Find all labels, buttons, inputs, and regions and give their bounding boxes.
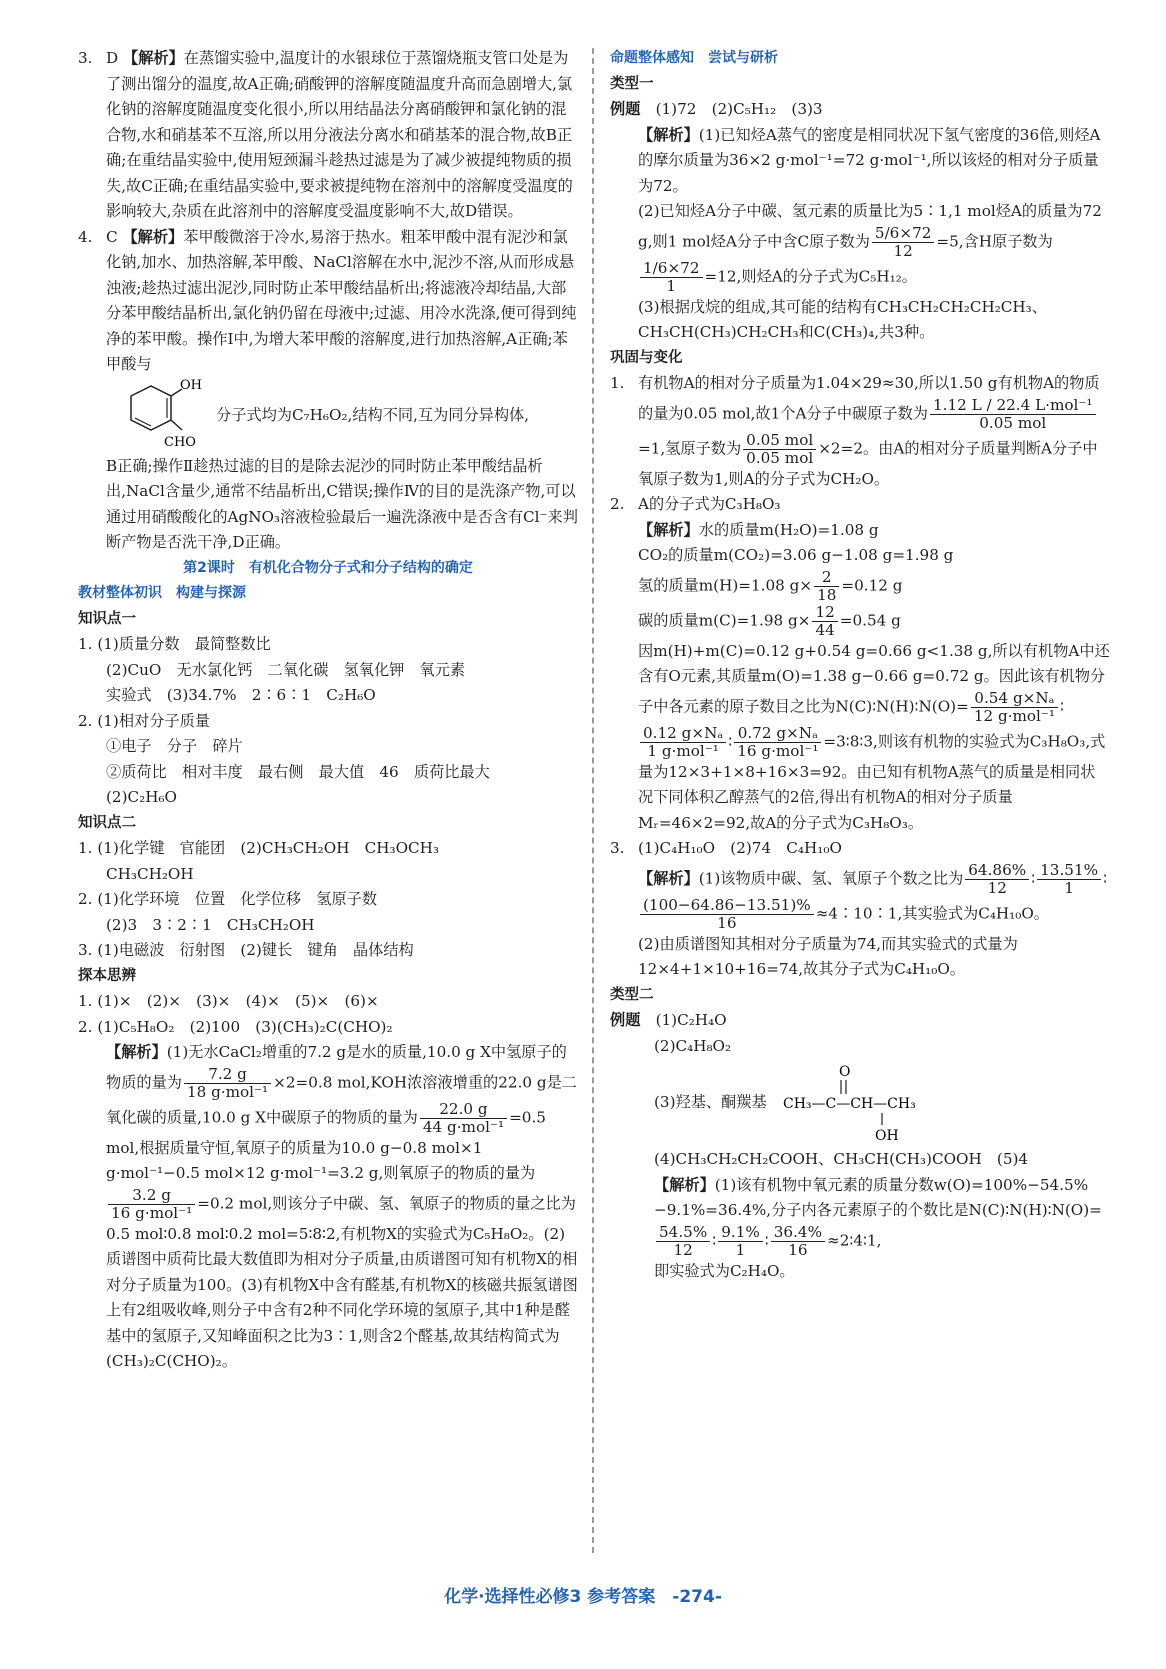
answer-q4: 4. C 【解析】苯甲酸微溶于冷水,易溶于热水。粗苯甲酸中混有泥沙和氯化钠,加水、加热溶解,苯甲酸、NaCl溶解在水中,泥沙不溶,从而形成悬浊液;趁热过滤出泥沙,同时防止苯甲酸结晶析出;将滤液冷却结晶,大部分苯甲酸结晶析出,氯化钠仍留在母液中;过滤、用冷水洗涤,便可得到纯净的苯甲酸。操作Ⅰ中,为增大苯甲酸的溶解度,进行加热溶解,A正确;苯甲酸与 OH CHO 分子式均为C₇H₆O₂,结构不同,互为同分异构体, B正确;操作Ⅱ趁热过滤的目的是除去泥沙的同时防止苯甲酸结晶析出,NaCl含量少,通常不结晶析出,C错误;操作Ⅳ的目的是洗涤产物,可以通过用硝酸酸化的AgNO₃溶液检验最后一遍洗涤液中是否含有Cl⁻来判断产物是否洗干净,D正确。 (78, 227, 578, 551)
svg-text:CH₃—C—CH—CH₃: CH₃—C—CH—CH₃ (782, 1096, 916, 1112)
left-column: 3. D 【解析】在蒸馏实验中,温度计的水银球位于蒸馏烧瓶支管口处是为了测出馏分的温度,故A正确;硝酸钾的溶解度随温度升高而急剧增大,氯化钠的溶解度随温度变化很小,所以用结晶法分离硝酸钾和氯化钠的混合物,水和硝基苯不互溶,所以用分液法分离水和硝基苯的混合物,故B正确;在重结晶实验中,使用短颈漏斗趁热过滤是为了减少被提纯物质的损失,故C正确;在重结晶实验中,要求被提纯物在溶剂中的溶解度受温度的影响较大,杂质在此溶剂中的溶解度受温度影响不大,故D错误。 4. C 【解析】苯甲酸微溶于冷水,易溶于热水。粗苯甲酸中混有泥沙和氯化钠,加水、加热溶解,苯甲酸、NaCl溶解在水中,泥沙不溶,从而形成悬浊液;趁热过滤出泥沙,同时防止苯甲酸结晶析出;将滤液冷却结晶,大部分苯甲酸结晶析出,氯化钠仍留在母液中;过滤、用冷水洗涤,便可得到纯净的苯甲酸。操作Ⅰ中,为增大苯甲酸的溶解度,进行加热溶解,A正确;苯甲酸与 OH CHO 分子式均为C₇H₆O₂,结构不同,互为同分异构体, B正确;操作Ⅱ趁热过滤的目的是除去泥沙的同时防止苯甲酸结晶析出,NaCl含量少,通常不结晶析出,C错误;操作Ⅳ的目的是洗涤产物,可以通过用硝酸酸化的AgNO₃溶液检验最后一遍洗涤液中是否含有Cl⁻来判断产物是否洗干净,D正确。 第2课时 有机化合物分子式和分子结构的确定 教材整体初识 构建与探源 知识点一 1. (1)质量分数 最简整数比 (2)CuO 无水氯化钙 二氧化碳 氢氧化钾 氧元素 实验式 (3)34.7% 2∶6∶1 C₂H₆O 2. (1)相对分子质量 ①电子 分子 碎片 ②质荷比 相对丰度 最右侧 最大值 46 质荷比最大 (2)C₂H₆O 知识点二 1. (1)化学键 官能团 (2)CH₃CH₂OH CH₃OCH₃ CH₃CH₂OH 2. (1)化学环境 位置 化学位移 氢原子数 (2)3 3∶2∶1 CH₃CH₂OH 3. (1)电磁波 衍射图 (2)键长 键角 晶体结构 探本思辨 1. (1)× (2)× (3)× (4)× (5)× (6)× 2. (1)C₅H₈O₂ (2)100 (3)(CH₃)₂C(CHO)₂ 【解析】(1)无水CaCl₂增重的7.2 g是水的质量,10.0 g X中氢原子的物质的量为 $\frac{7.2 g}{\text{18 g·mol⁻¹}}$ ×2=0.8 mol,KOH浓溶液增重的22.0 g是二氧化碳的质量,10.0 g X中碳原子的物质的量为 $\frac{22.0 g}{\text{44 g·mol⁻¹}}$ =0.5 mol,根据质量守恒,氧原子的质量为10.0 g−0.8 mol×1 g·mol⁻¹−0.5 mol×12 g·mol⁻¹=3.2 g,则氧原子的物质的量为 $\frac{3.2 g}{\text{16 g·mol⁻¹}}$ =0.2 mol,则该分子中碳、氢、氧原子的物质的量之比为0.5 mol∶0.8 mol∶0.2 mol=5∶8∶2,有机物X的实验式为C₅H₈O₂。(2)质谱图中质荷比最大数值即为相对分子质量,由质谱图可知有机物X的相对分子质量为100。(3)有机物X中含有醛基,有机物X的核磁共振氢谱图上有2组吸收峰,则分子中含有2种不同化学环境的氢原子,其中1种是醛基中的氢原子,又知峰面积之比为3∶1,则含2个醛基,故其结构简式为(CH₃)₂C(CHO)₂。 (78, 46, 578, 1375)
think-heading: 探本思辨 (78, 967, 136, 984)
svg-text:OH: OH (180, 377, 202, 393)
svg-text:CHO: CHO (164, 434, 196, 450)
lesson-title: 第2课时 有机化合物分子式和分子结构的确定 (183, 559, 473, 576)
page-footer: 化学·选择性必修3 参考答案 -274- (444, 1587, 722, 1607)
column-divider (592, 48, 594, 1553)
right-column: 命题整体感知 尝试与研析 类型一 例题 (1)72 (2)C₅H₁₂ (3)3 【解析】(1)已知烃A蒸气的密度是相同状况下氢气密度的36倍,则烃A的摩尔质量为36×2 g·mol⁻¹=72 g·mol⁻¹,所以该烃的相对分子质量为72。 (2)已知烃A分子中碳、氢元素的质量比为5∶1,1 mol烃A的质量为72 g,则1 mol烃A分子中含C原子数为 $\frac{5/6\times 72}{12}$ =5,含H原子数为 $\frac{1/6\times 72}{1}$ =12,则烃A的分子式为C₅H₁₂。 (3)根据戊烷的组成,其可能的结构有CH₃CH₂CH₂CH₂CH₃、CH₃CH(CH₃)CH₂CH₃和C(CH₃)₄,共3种。 巩固与变化 1. 有机物A的相对分子质量为1.04×29≈30,所以1.50 g有机物A的物质的量为0.05 mol,故1个A分子中碳原子数为 $\frac{\text{1.12 L / 22.4 L·mol⁻¹}}{\text{0.05 mol}}$ =1,氢原子数为 $\frac{\text{0.05 mol}}{\text{0.05 mol}}$ ×2=2。由A的相对分子质量判断A分子中氧原子数为1,则A的分子式为CH₂O。 2. A的分子式为C₃H₈O₃ 【解析】水的质量m(H₂O)=1.08 g CO₂的质量m(CO₂)=3.06 g−1.08 g=1.98 g 氢的质量m(H)=1.08 g× $\frac{2}{18}$ =0.12 g 碳的质量m(C)=1.98 g× $\frac{12}{44}$ =0.54 g 因m(H)+m(C)=0.12 g+0.54 g=0.66 g<1.38 g,所以有机物A中还含有O元素,其质量m(O)=1.38 g−0.66 g=0.72 g。因此该有机物分子中各元素的原子数目之比为N(C)∶N(H)∶N(O)= $\frac{\text{0.54 g×Nₐ}}{\text{12 g·mol⁻¹}}$ ∶ $\frac{\text{0.12 g×Nₐ}}{\text{1 g·mol⁻¹}}$ ∶ $\frac{\text{0.72 g×Nₐ}}{\text{16 g·mol⁻¹}}$ =3∶8∶3,则该有机物的实验式为C₃H₈O₃,式量为12×3+1×8+16×3=92。由已知有机物A蒸气的质量是相同状况下同体积乙醇蒸气的2倍,得出有机物A的相对分子质量Mᵣ=46×2=92,故A的分子式为C₃H₈O₃。 3. (1)C₄H₁₀O (2)74 C₄H₁₀O 【解析】(1)该物质中碳、氢、氧原子个数之比为 $\frac{64.86\%}{12}$ ∶ $\frac{13.51\%}{1}$ ∶ $\frac{(100-64.86-13.51)\%}{16}$ ≈4∶10∶1,其实验式为C₄H₁₀O。 (2)由质谱图知其相对分子质量为74,而其实验式的式量为12×4+1×10+16=74,故其分子式为C₄H₁₀O。 类型二 例题 (1)C₂H₄O (2)C₄H₈O₂ (3)羟基、酮羰基 CH₃—C—CH—CH₃ O OH (4)CH₃CH₂CH₂COOH、CH₃CH(CH₃)COOH (5)4 【解析】(1)该有机物中氧元素的质量分数w(O)=100%−54.5%−9.1%=36.4%,分子内各元素原子的个数比是N(C)∶N(H)∶N(O)= $\frac{54.5\%}{12}$ ∶ $\frac{9.1\%}{1}$ ∶ $\frac{36.4\%}{16}$ ≈2∶4∶1, 即实验式为C₂H₄O。 (610, 46, 1110, 1284)
svg-text:OH: OH (874, 1128, 899, 1144)
consolidate-q2: 2. A的分子式为C₃H₈O₃ 【解析】水的质量m(H₂O)=1.08 g CO₂的质量m(CO₂)=3.06 g−1.08 g=1.98 g 氢的质量m(H)=1.08 g× $\frac{2}{18}$ =0.12 g 碳的质量m(C)=1.98 g× $\frac{12}{44}$ =0.54 g 因m(H)+m(C)=0.12 g+0.54 g=0.66 g<1.38 g,所以有机物A中还含有O元素,其质量m(O)=1.38 g−0.66 g=0.72 g。因此该有机物分子中各元素的原子数目之比为N(C)∶N(H)∶N(O)= $\frac{\text{0.54 g×Nₐ}}{\text{12 g·mol⁻¹}}$ ∶ $\frac{\text{0.12 g×Nₐ}}{\text{1 g·mol⁻¹}}$ ∶ $\frac{\text{0.72 g×Nₐ}}{\text{16 g·mol⁻¹}}$ =3∶8∶3,则该有机物的实验式为C₃H₈O₃,式量为12×3+1×8+16×3=92。由已知有机物A蒸气的质量是相同状况下同体积乙醇蒸气的2倍,得出有机物A的相对分子质量Mᵣ=46×2=92,故A的分子式为C₃H₈O₃。 (610, 495, 1110, 832)
section-heading-right: 命题整体感知 尝试与研析 (610, 50, 778, 66)
type-2-heading: 类型二 (610, 986, 654, 1003)
think-analysis: 【解析】(1)无水CaCl₂增重的7.2 g是水的质量,10.0 g X中氢原子的物质的量为 $\frac{7.2 g}{\text{18 g·mol⁻¹}}$ ×2=0.8 mol,KOH浓溶液增重的22.0 g是二氧化碳的质量,10.0 g X中碳原子的物质的量为 $\frac{22.0 g}{\text{44 g·mol⁻¹}}$ =0.5 mol,根据质量守恒,氧原子的质量为10.0 g−0.8 mol×1 g·mol⁻¹−0.5 mol×12 g·mol⁻¹=3.2 g,则氧原子的物质的量为 $\frac{3.2 g}{\text{16 g·mol⁻¹}}$ =0.2 mol,则该分子中碳、氢、氧原子的物质的量之比为0.5 mol∶0.8 mol∶0.2 mol=5∶8∶2,有机物X的实验式为C₅H₈O₂。(2)质谱图中质荷比最大数值即为相对分子质量,由质谱图可知有机物X的相对分子质量为100。(3)有机物X中含有醛基,有机物X的核磁共振氢谱图上有2组吸收峰,则分子中含有2种不同化学环境的氢原子,其中1种是醛基中的氢原子,又知峰面积之比为3∶1,则含2个醛基,故其结构简式为(CH₃)₂C(CHO)₂。 (106, 1043, 578, 1370)
knowledge-point-1: 知识点一 (78, 610, 136, 627)
consolidate-q1: 1. 有机物A的相对分子质量为1.04×29≈30,所以1.50 g有机物A的物质的量为0.05 mol,故1个A分子中碳原子数为 $\frac{\text{1.12 L / 22.4 L·mol⁻¹}}{\text{0.05 mol}}$ =1,氢原子数为 $\frac{\text{0.05 mol}}{\text{0.05 mol}}$ ×2=2。由A的相对分子质量判断A分子中氧原子数为1,则A的分子式为CH₂O。 (610, 374, 1100, 488)
knowledge-point-2: 知识点二 (78, 814, 136, 831)
answer-q3: 3. D 【解析】在蒸馏实验中,温度计的水银球位于蒸馏烧瓶支管口处是为了测出馏分的温度,故A正确;硝酸钾的溶解度随温度升高而急剧增大,氯化钠的溶解度随温度变化很小,所以用结晶法分离硝酸钾和氯化钠的混合物,水和硝基苯不互溶,所以用分液法分离水和硝基苯的混合物,故B正确;在重结晶实验中,使用短颈漏斗趁热过滤是为了减少被提纯物质的损失,故C正确;在重结晶实验中,要求被提纯物在溶剂中的溶解度受温度的影响较大,杂质在此溶剂中的溶解度受温度影响不大,故D错误。 (78, 49, 573, 220)
svg-text:O: O (838, 1064, 851, 1080)
section-heading: 教材整体初识 构建与探源 (78, 585, 246, 601)
consolidate-heading: 巩固与变化 (610, 349, 683, 366)
consolidate-q3: 3. (1)C₄H₁₀O (2)74 C₄H₁₀O 【解析】(1)该物质中碳、氢、氧原子个数之比为 $\frac{64.86\%}{12}$ ∶ $\frac{13.51\%}{1}$ ∶ $\frac{(100-64.86-13.51)\%}{16}$ ≈4∶10∶1,其实验式为C₄H₁₀O。 (2)由质谱图知其相对分子质量为74,而其实验式的式量为12×4+1×10+16=74,故其分子式为C₄H₁₀O。 (610, 839, 1108, 978)
salicylaldehyde-structure (106, 377, 202, 452)
hydroxy-ketone-structure (783, 1063, 983, 1143)
type-1-heading: 类型一 (610, 75, 654, 92)
